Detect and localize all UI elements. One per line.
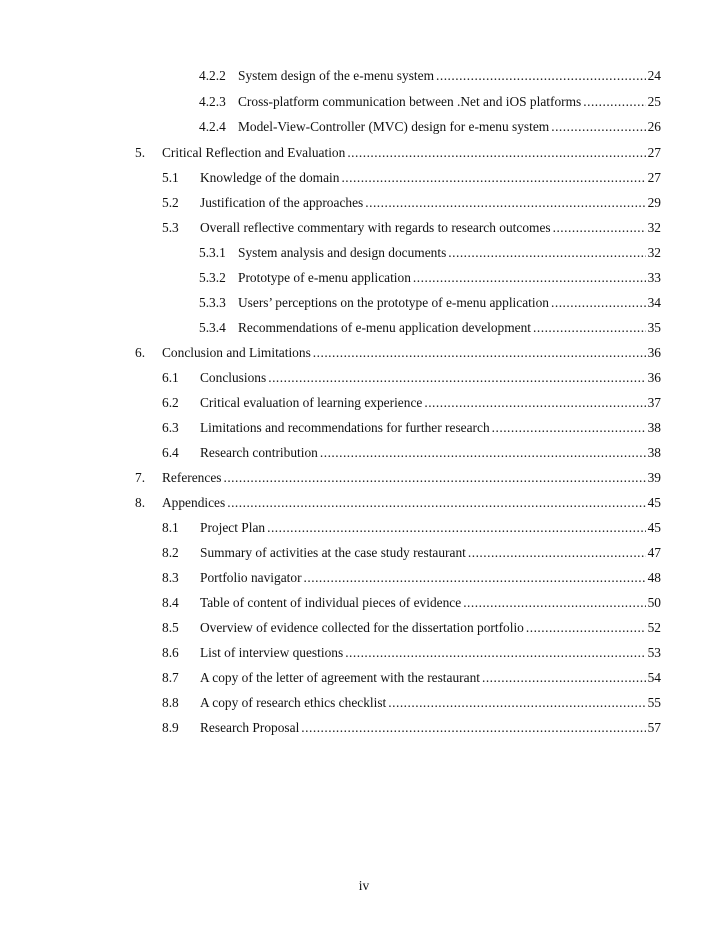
- toc-entry[interactable]: [199, 293, 661, 313]
- dot-leader: [320, 443, 646, 463]
- toc-entry[interactable]: [135, 343, 661, 363]
- toc-entry[interactable]: [162, 718, 661, 738]
- toc-entry-title: Model-View-Controller (MVC) design for e-menu system: [238, 119, 550, 134]
- toc-entry-page: 39: [647, 470, 661, 485]
- toc-entry-number: 8.: [135, 495, 146, 510]
- toc-entry-number: 4.2.3: [199, 94, 226, 109]
- toc-entry-page: 37: [647, 395, 661, 410]
- dot-leader: [341, 168, 645, 188]
- toc-entry[interactable]: [199, 318, 661, 338]
- toc-entry-number: 5.1: [162, 170, 179, 185]
- toc-entry[interactable]: [162, 643, 661, 663]
- toc-entry[interactable]: [135, 493, 661, 513]
- toc-entry-title: Appendices: [162, 495, 226, 510]
- toc-entry-page: 45: [647, 520, 661, 535]
- toc-entry-number: 6.: [135, 345, 146, 360]
- toc-entry-page: 50: [647, 595, 661, 610]
- toc-entry-title: Portfolio navigator: [200, 570, 302, 585]
- toc-entry-number: 8.2: [162, 545, 179, 560]
- dot-leader: [268, 368, 645, 388]
- toc-entry-title: Conclusion and Limitations: [162, 345, 311, 360]
- toc-entry-page: 29: [647, 195, 661, 210]
- dot-leader: [436, 66, 646, 86]
- toc-entry[interactable]: [162, 693, 661, 713]
- dot-leader: [304, 568, 646, 588]
- toc-entry-number: 4.2.4: [199, 119, 226, 134]
- toc-entry-title: A copy of research ethics checklist: [200, 695, 387, 710]
- dot-leader: [492, 418, 646, 438]
- toc-entry-page: 32: [647, 245, 661, 260]
- toc-entry-page: 33: [647, 270, 661, 285]
- toc-entry-page: 34: [647, 295, 661, 310]
- toc-entry-page: 45: [647, 495, 661, 510]
- toc-entry-number: 5.3.4: [199, 320, 226, 335]
- dot-leader: [468, 543, 646, 563]
- toc-entry-title: Research contribution: [200, 445, 318, 460]
- toc-entry-page: 38: [647, 420, 661, 435]
- toc-entry[interactable]: [162, 618, 661, 638]
- toc-entry-page: 26: [647, 119, 661, 134]
- toc-entry-number: 5.: [135, 145, 146, 160]
- toc-entry[interactable]: [162, 443, 661, 463]
- toc-entry-title: Knowledge of the domain: [200, 170, 340, 185]
- toc-entry-number: 8.1: [162, 520, 179, 535]
- dot-leader: [267, 518, 646, 538]
- toc-entry-title: Research Proposal: [200, 720, 300, 735]
- toc-entry-title: References: [162, 470, 222, 485]
- toc-entry-title: Justification of the approaches: [200, 195, 364, 210]
- dot-leader: [365, 193, 645, 213]
- toc-entry-number: 8.3: [162, 570, 179, 585]
- toc-entry-number: 7.: [135, 470, 146, 485]
- dot-leader: [482, 668, 646, 688]
- dot-leader: [388, 693, 645, 713]
- toc-entry-title: System design of the e-menu system: [238, 68, 434, 83]
- toc-entry-page: 38: [647, 445, 661, 460]
- toc-entry-title: Users’ perceptions on the prototype of e-menu application: [238, 295, 549, 310]
- toc-entry[interactable]: [135, 143, 661, 163]
- toc-entry-number: 6.4: [162, 445, 179, 460]
- toc-entry-number: 6.2: [162, 395, 179, 410]
- toc-entry[interactable]: [162, 168, 661, 188]
- toc-entry[interactable]: [162, 593, 661, 613]
- dot-leader: [227, 493, 645, 513]
- dot-leader: [313, 343, 646, 363]
- toc-entry[interactable]: [199, 268, 661, 288]
- toc-entry[interactable]: [162, 393, 661, 413]
- toc-entry[interactable]: [162, 418, 661, 438]
- toc-entry-page: 32: [647, 220, 661, 235]
- toc-entry[interactable]: [199, 66, 661, 86]
- page-number: iv: [358, 878, 370, 893]
- toc-entry-number: 8.4: [162, 595, 179, 610]
- toc-entry-page: 36: [647, 345, 661, 360]
- toc-entry[interactable]: [162, 518, 661, 538]
- toc-entry-page: 54: [647, 670, 661, 685]
- toc-entry-number: 5.2: [162, 195, 179, 210]
- toc-entry-page: 52: [647, 620, 661, 635]
- toc-entry[interactable]: [162, 193, 661, 213]
- toc-entry[interactable]: [162, 543, 661, 563]
- dot-leader: [413, 268, 646, 288]
- toc-entry[interactable]: [199, 243, 661, 263]
- toc-entry-page: 36: [647, 370, 661, 385]
- toc-entry-title: Critical Reflection and Evaluation: [162, 145, 346, 160]
- toc-entry-number: 8.5: [162, 620, 179, 635]
- toc-entry-title: Prototype of e-menu application: [238, 270, 411, 285]
- toc-entry-page: 27: [647, 170, 661, 185]
- dot-leader: [223, 468, 645, 488]
- toc-entry-title: Project Plan: [200, 520, 266, 535]
- toc-entry-page: 55: [647, 695, 661, 710]
- dot-leader: [551, 117, 645, 137]
- toc-entry-number: 5.3: [162, 220, 179, 235]
- toc-entry-number: 8.7: [162, 670, 179, 685]
- toc-entry-title: Overall reflective commentary with regards to research outcomes: [200, 220, 551, 235]
- dot-leader: [301, 718, 645, 738]
- toc-entry[interactable]: [135, 468, 661, 488]
- toc-entry-page: 24: [647, 68, 661, 83]
- toc-entry-title: Limitations and recommendations for further research: [200, 420, 490, 435]
- dot-leader: [551, 293, 646, 313]
- dot-leader: [463, 593, 645, 613]
- toc-entry-page: 35: [647, 320, 661, 335]
- toc-entry[interactable]: [162, 368, 661, 388]
- toc-entry[interactable]: [199, 92, 661, 112]
- dot-leader: [345, 643, 645, 663]
- toc-entry-title: Cross-platform communication between .Net and iOS platforms: [238, 94, 582, 109]
- toc-entry-page: 48: [647, 570, 661, 585]
- toc-entry-title: A copy of the letter of agreement with the restaurant: [200, 670, 480, 685]
- toc-entry-number: 6.1: [162, 370, 179, 385]
- toc-entry-number: 8.9: [162, 720, 179, 735]
- toc-entry-title: System analysis and design documents: [238, 245, 447, 260]
- toc-entry[interactable]: [162, 568, 661, 588]
- dot-leader: [448, 243, 645, 263]
- toc-entry-title: Overview of evidence collected for the dissertation portfolio: [200, 620, 524, 635]
- toc-entry-page: 47: [647, 545, 661, 560]
- toc-entry[interactable]: [162, 668, 661, 688]
- toc-entry-page: 57: [647, 720, 661, 735]
- toc-entry-title: Critical evaluation of learning experience: [200, 395, 423, 410]
- toc-entry-number: 8.6: [162, 645, 179, 660]
- toc-entry-page: 53: [647, 645, 661, 660]
- dot-leader: [526, 618, 646, 638]
- toc-entry-title: Summary of activities at the case study restaurant: [200, 545, 466, 560]
- dot-leader: [583, 92, 645, 112]
- toc-entry-title: Conclusions: [200, 370, 267, 385]
- toc-entry-page: 25: [647, 94, 661, 109]
- toc-entry-number: 6.3: [162, 420, 179, 435]
- toc-entry-number: 5.3.1: [199, 245, 226, 260]
- dot-leader: [553, 218, 646, 238]
- toc-entry-title: List of interview questions: [200, 645, 344, 660]
- toc-entry[interactable]: [162, 218, 661, 238]
- dot-leader: [424, 393, 645, 413]
- toc-entry-title: Recommendations of e-menu application development: [238, 320, 532, 335]
- toc-entry-number: 8.8: [162, 695, 179, 710]
- toc-entry-number: 4.2.2: [199, 68, 226, 83]
- toc-entry-number: 5.3.2: [199, 270, 226, 285]
- toc-entry-title: Table of content of individual pieces of evidence: [200, 595, 462, 610]
- dot-leader: [347, 143, 645, 163]
- toc-entry-page: 27: [647, 145, 661, 160]
- toc-entry-number: 5.3.3: [199, 295, 226, 310]
- toc-entry[interactable]: [199, 117, 661, 137]
- dot-leader: [533, 318, 646, 338]
